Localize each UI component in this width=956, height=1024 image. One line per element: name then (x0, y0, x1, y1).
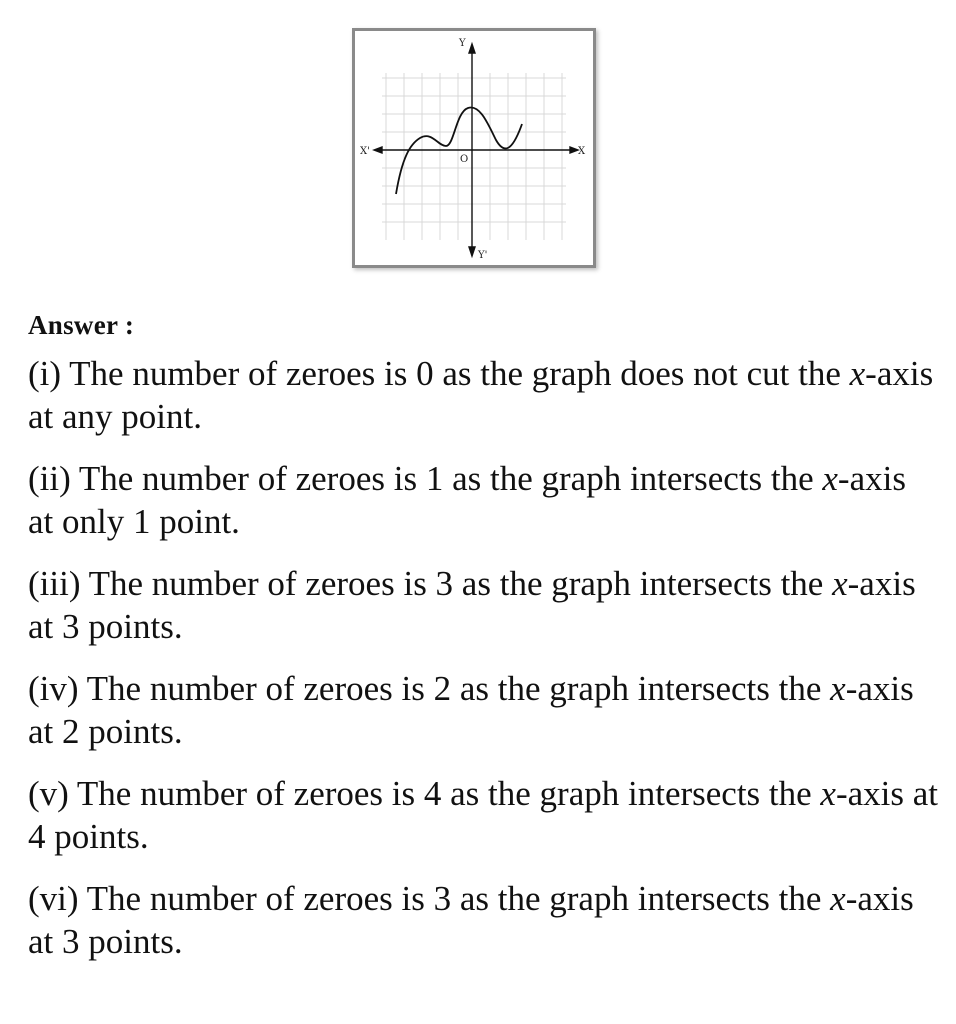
x-arrow-right (570, 147, 578, 153)
answer-item-ii (28, 457, 938, 543)
item-text: -axis at 2 points. (28, 669, 914, 751)
item-text: -axis at 3 points. (28, 879, 914, 961)
item-text: -axis at only 1 point. (28, 459, 906, 541)
item-variable: x (849, 354, 866, 393)
item-text: (v) The number of zeroes is 4 as the graph intersects the (28, 774, 821, 813)
grid (382, 73, 566, 240)
origin-label: O (460, 154, 469, 165)
item-text: -axis at 3 points. (28, 564, 916, 646)
item-variable: x (832, 564, 848, 603)
graph-svg (352, 28, 596, 268)
x-arrow-left (374, 147, 382, 153)
item-text: (ii) The number of zeroes is 1 as the graph intersects the (28, 459, 823, 498)
item-variable: x (822, 459, 838, 498)
answer-item-i (28, 352, 938, 438)
item-variable: x (830, 879, 846, 918)
axes (374, 44, 578, 256)
x-right-label: X (578, 146, 586, 157)
y-top-label: Y (459, 38, 466, 49)
y-arrow-down (469, 247, 475, 256)
item-text: -axis at any point. (28, 354, 934, 436)
y-arrow-up (469, 44, 475, 53)
item-variable: x (830, 669, 846, 708)
answer-section (28, 306, 938, 982)
item-text: (iii) The number of zeroes is 3 as the graph intersects the (28, 564, 833, 603)
x-left-label: X' (360, 146, 370, 157)
answer-item-iii (28, 562, 938, 648)
polynomial-curve (396, 107, 522, 194)
item-text: (iv) The number of zeroes is 2 as the graph intersects the (28, 669, 831, 708)
graph-figure (352, 28, 596, 268)
item-text: (i) The number of zeroes is 0 as the graph does not cut the (28, 354, 850, 393)
item-text: (vi) The number of zeroes is 3 as the graph intersects the (28, 879, 831, 918)
answer-item-vi (28, 877, 938, 963)
answer-heading: Answer : (28, 310, 135, 340)
y-bottom-label: Y' (478, 250, 488, 261)
answer-item-iv (28, 667, 938, 753)
item-text: -axis at 4 points. (28, 774, 939, 856)
item-variable: x (820, 774, 836, 813)
answer-item-v (28, 772, 938, 858)
